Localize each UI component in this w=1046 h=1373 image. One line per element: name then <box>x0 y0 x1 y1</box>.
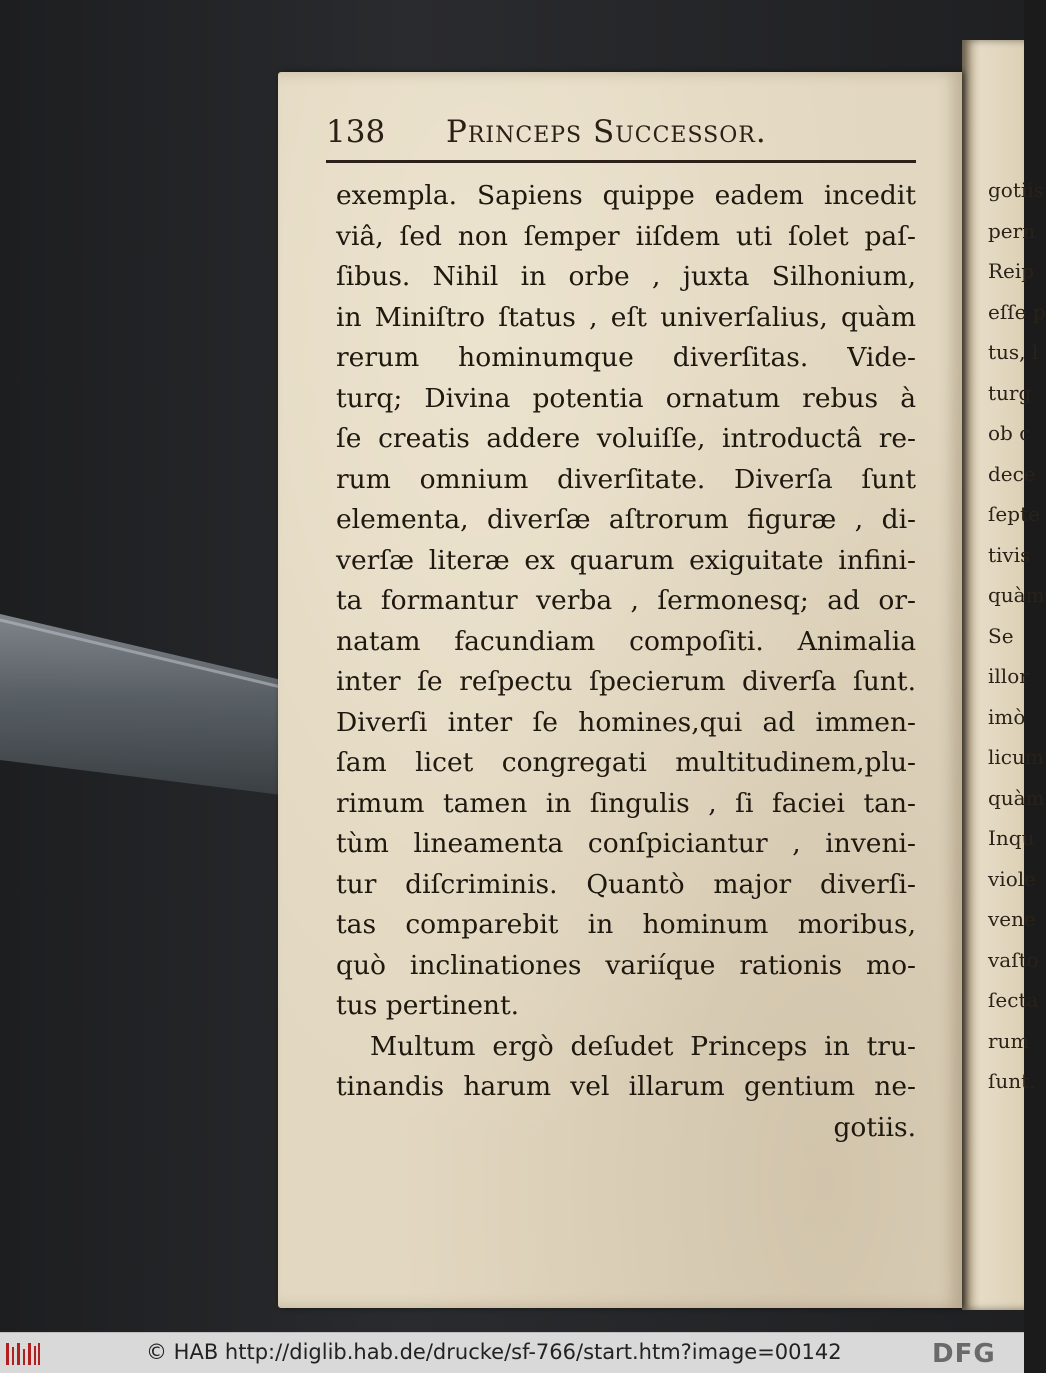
book-page <box>278 72 962 1308</box>
facing-page-fragment: eſſe p <box>988 299 1046 324</box>
text-line: exempla. Sapiens quippe eadem incedit <box>336 180 916 211</box>
text-line: turq; Divina potentia ornatum rebus à <box>336 382 916 414</box>
facing-page-fragment: licum <box>988 745 1044 769</box>
footer-bar <box>0 1332 1024 1373</box>
facing-page-fragment: vene <box>988 907 1036 931</box>
facing-page-fragment: vaſto <box>988 947 1039 972</box>
facing-page-fragment: viole <box>988 866 1036 891</box>
facing-page-fragment: ſepte <box>988 502 1040 526</box>
text-line: rimum tamen in ſingulis , ſi faciei tan- <box>336 787 916 819</box>
text-line: tur diſcriminis. Quantò major diverſi- <box>336 868 916 900</box>
facing-page-fragment: ſunt. <box>988 1069 1036 1093</box>
running-title: Princeps Successor. <box>446 114 767 150</box>
text-line: viâ, ſed non ſemper iiſdem uti ſolet paſ- <box>336 220 916 252</box>
facing-page-fragment: gotiis <box>988 178 1044 202</box>
text-line: rerum hominumque diverſitas. Vide- <box>336 342 916 373</box>
text-line: quò inclinationes variíque rationis mo- <box>336 949 916 981</box>
facing-page-fragment: tivis <box>988 542 1031 567</box>
facing-page-fragment: dece <box>988 461 1036 486</box>
text-line: elementa, diverſæ aſtrorum figuræ , di- <box>336 504 916 535</box>
page-number: 138 <box>326 114 386 150</box>
facing-page-fragment: Se <box>988 623 1014 648</box>
head-rule <box>326 160 916 163</box>
text-line: rum omnium diverſitate. Diverſa ſunt <box>336 463 916 495</box>
facing-page-fragment: illor <box>988 664 1029 688</box>
facing-page-fragment: tus, l <box>988 340 1039 364</box>
facing-page-fragment: ſecta <box>988 988 1039 1012</box>
text-line: ſe creatis addere voluiſſe, introductâ re- <box>336 423 916 454</box>
facing-page-fragment: rum <box>988 1028 1030 1053</box>
facing-page-fragment: Inqu <box>988 826 1035 850</box>
running-head <box>326 114 916 154</box>
text-line: tinandis harum vel illarum gentium ne- <box>336 1071 916 1102</box>
text-line: tùm lineamenta conſpiciantur , inveni- <box>336 828 916 859</box>
facing-page-fragment: quàm <box>988 583 1045 607</box>
facing-page-edge <box>962 40 1046 1310</box>
text-line: tas comparebit in hominum moribus, <box>336 909 916 940</box>
body-text <box>336 176 916 1148</box>
facing-page-fragment: turg <box>988 380 1032 405</box>
text-line: natam facundiam compoſiti. Animalia <box>336 625 916 657</box>
text-line: Multum ergò deſudet Princeps in tru- <box>370 1030 916 1062</box>
facing-page-fragment: ob c <box>988 421 1031 445</box>
text-line: ſam licet congregati multitudinem,plu- <box>336 747 916 778</box>
dfg-logo: DFG <box>932 1339 996 1369</box>
facing-page-fragment: quàm <box>988 785 1045 810</box>
text-line: Diverſi inter ſe homines,qui ad immen- <box>336 706 916 738</box>
text-line: inter ſe reſpectu ſpecierum diverſa ſunt. <box>336 666 916 697</box>
text-line: verſæ literæ ex quarum exiguitate infini- <box>336 544 916 576</box>
facing-page-fragment: imò <box>988 704 1026 729</box>
catchword: gotiis. <box>833 1111 916 1143</box>
text-line: ta formantur verba , ſermonesq; ad or- <box>336 585 916 616</box>
text-line: tus pertinent. <box>336 990 520 1021</box>
facing-page-fragment: Reip <box>988 259 1035 283</box>
facing-page-fragment: pern <box>988 218 1036 243</box>
text-line: ſibus. Nihil in orbe , juxta Silhonium, <box>336 261 916 292</box>
text-line: in Miniſtro ſtatus , eſt univerſalius, quàm <box>336 301 916 333</box>
barcode-icon <box>6 1343 40 1365</box>
credit-link[interactable]: © HAB http://diglib.hab.de/drucke/sf-766/start.htm?image=00142 <box>146 1340 842 1364</box>
